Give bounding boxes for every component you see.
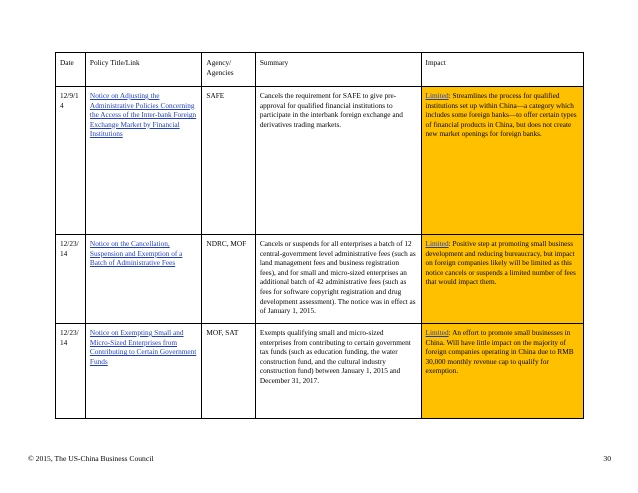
cell-policy-title (85, 87, 202, 235)
table-header-row (56, 53, 584, 87)
impact-text: : An effort to promote small businesses in China. Will have little impact on the majority of foreign companies operating in China due to RMB 30,000 monthly revenue cap to qualify for exemption. (425, 328, 574, 376)
table-row (56, 87, 584, 235)
header-summary: Summary (255, 53, 421, 87)
header-agency: Agency/ Agencies (202, 53, 255, 87)
impact-rating: Limited (425, 328, 449, 337)
header-policy-title: Policy Title/Link (85, 53, 202, 87)
cell-summary: Exempts qualifying small and micro-sized enterprises from contributing to certain government tax funds (such as education funding, the water construction fund, and the cultural industry construction fund) between January 1, 2015 and December 31, 2017. (255, 324, 421, 419)
cell-policy-title (85, 324, 202, 419)
footer-copyright: © 2015, The US-China Business Council (28, 454, 154, 463)
impact-rating: Limited (425, 91, 449, 100)
impact-text: : Positive step at promoting small business development and reducing bureaucracy, but impact on foreign companies likely will be limited as this notice cancels or suspends a limited number of fees that would impact them. (425, 239, 576, 287)
footer-page-number: 30 (603, 454, 611, 463)
header-impact: Impact (421, 53, 583, 87)
cell-date: 12/9/14 (56, 87, 86, 235)
cell-date: 12/23/14 (56, 235, 86, 324)
cell-summary: Cancels or suspends for all enterprises a batch of 12 central-government level administrative fees (such as land management fees and business registration fees), and for small and micro-sized enterprises an additional batch of 42 administrative fees (such as fees for software copyright registration and drug development assessment). The notice was in effect as of January 1, 2015. (255, 235, 421, 324)
policy-link[interactable]: Notice on Adjusting the Administrative Policies Concerning the Access of the Inter-bank Foreign Exchange Market by Financial Institutions (89, 91, 197, 139)
impact-rating: Limited (425, 239, 449, 248)
impact-text: : Streamlines the process for qualified institutions set up within China—a category which includes some foreign banks—to offer certain types of financial products in China, but does not create new market openings for foreign banks. (425, 91, 577, 139)
cell-impact (421, 324, 583, 419)
table-row (56, 235, 584, 324)
cell-date: 12/23/14 (56, 324, 86, 419)
cell-summary: Cancels the requirement for SAFE to give pre-approval for qualified financial institutions to participate in the interbank foreign exchange and derivatives trading markets. (255, 87, 421, 235)
policy-link[interactable]: Notice on Exempting Small and Micro-Sized Enterprises from Contributing to Certain Government Funds (89, 328, 197, 366)
cell-agency: MOF, SAT (202, 324, 255, 419)
policy-link[interactable]: Notice on the Cancellation, Suspension and Exemption of a Batch of Administrative Fees (89, 239, 183, 268)
cell-agency: SAFE (202, 87, 255, 235)
header-date: Date (56, 53, 86, 87)
policy-table (55, 52, 584, 419)
cell-agency: NDRC, MOF (202, 235, 255, 324)
cell-impact (421, 235, 583, 324)
cell-policy-title (85, 235, 202, 324)
cell-impact (421, 87, 583, 235)
table-row (56, 324, 584, 419)
